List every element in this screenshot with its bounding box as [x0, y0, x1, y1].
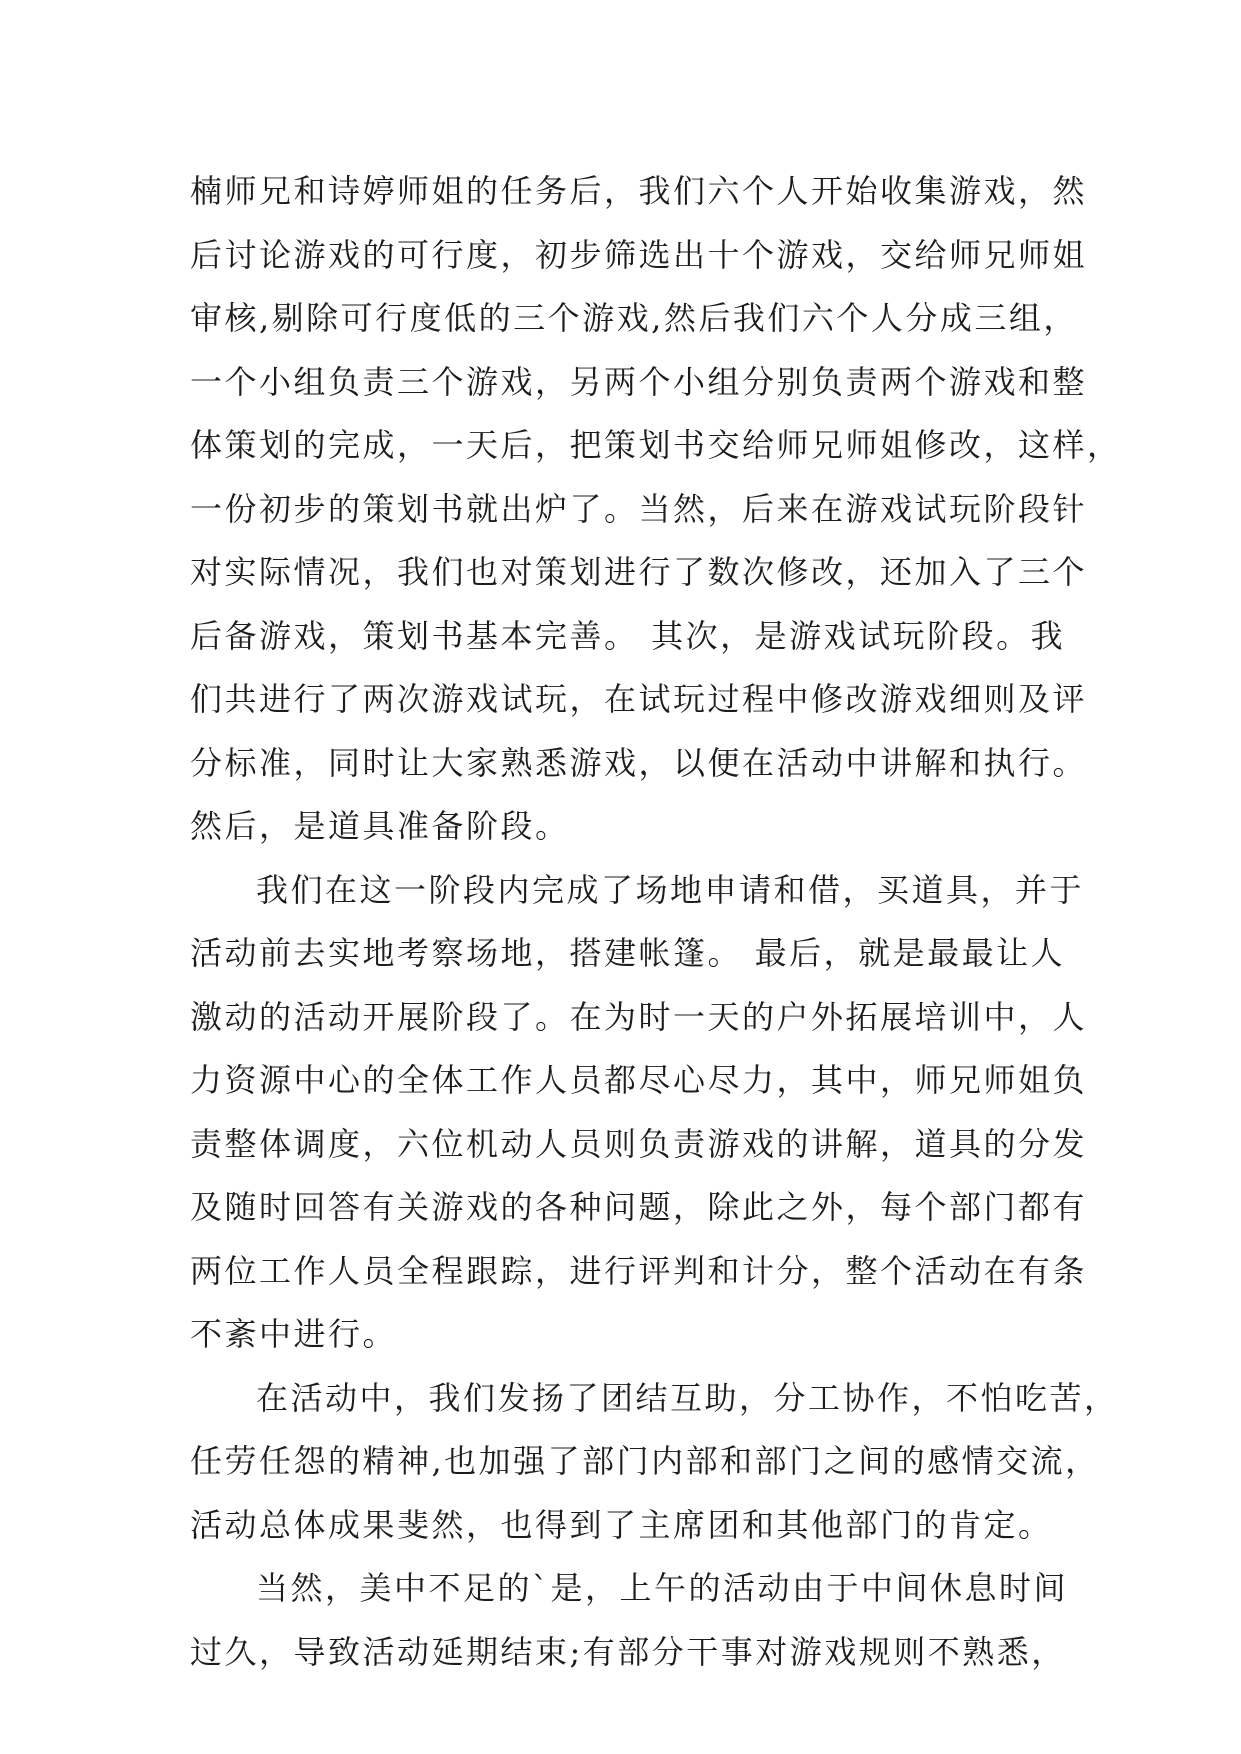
text-line: 及随时回答有关游戏的各种问题，除此之外，每个部门都有 — [190, 1188, 1088, 1226]
text-line: 后备游戏，策划书基本完善。 其次，是游戏试玩阶段。我 — [190, 616, 1066, 655]
text-line: 楠师兄和诗婷师姐的任务后，我们六个人开始收集游戏，然 — [190, 172, 1088, 210]
paragraph-first-line: 我们在这一阶段内完成了场地申请和借，买道具，并于 — [256, 870, 1085, 909]
text-line: 后讨论游戏的可行度，初步筛选出十个游戏，交给师兄师姐 — [190, 235, 1088, 274]
text-line: 两位工作人员全程跟踪，进行评判和计分，整个活动在有条 — [190, 1251, 1088, 1290]
text-line: 审核,剔除可行度低的三个游戏,然后我们六个人分成三组， — [190, 299, 1078, 337]
text-line: 对实际情况，我们也对策划进行了数次修改，还加入了三个 — [190, 553, 1088, 591]
text-line: 分标准，同时让大家熟悉游戏，以便在活动中讲解和执行。 — [190, 743, 1088, 782]
paragraph-first-line: 当然，美中不足的`是，上午的活动由于中间休息时间 — [256, 1569, 1069, 1607]
text-line: 然后，是道具准备阶段。 — [190, 807, 570, 845]
text-line: 任劳任怨的精神,也加强了部门内部和部门之间的感情交流， — [190, 1442, 1100, 1480]
text-line: 责整体调度，六位机动人员则负责游戏的讲解，道具的分发 — [190, 1124, 1088, 1163]
text-line: 力资源中心的全体工作人员都尽心尽力，其中，师兄师姐负 — [190, 1061, 1088, 1099]
paragraph-first-line: 在活动中，我们发扬了团结互助，分工协作，不怕吃苦， — [256, 1378, 1119, 1417]
text-line: 活动前去实地考察场地，搭建帐篷。 最后，就是最最让人 — [190, 934, 1066, 972]
text-line: 体策划的完成，一天后，把策划书交给师兄师姐修改，这样， — [190, 426, 1122, 464]
text-line: 过久，导致活动延期结束;有部分干事对游戏规则不熟悉， — [190, 1632, 1066, 1671]
text-line: 不紊中进行。 — [190, 1315, 398, 1353]
text-line: 激动的活动开展阶段了。在为时一天的户外拓展培训中，人 — [190, 997, 1088, 1036]
text-line: 一份初步的策划书就出炉了。当然，后来在游戏试玩阶段针 — [190, 489, 1088, 528]
text-line: 活动总体成果斐然，也得到了主席团和其他部门的肯定。 — [190, 1505, 1053, 1544]
text-line: 一个小组负责三个游戏，另两个小组分别负责两个游戏和整 — [190, 362, 1088, 401]
text-line: 们共进行了两次游戏试玩，在试玩过程中修改游戏细则及评 — [190, 680, 1088, 718]
body-text — [190, 160, 1122, 1684]
